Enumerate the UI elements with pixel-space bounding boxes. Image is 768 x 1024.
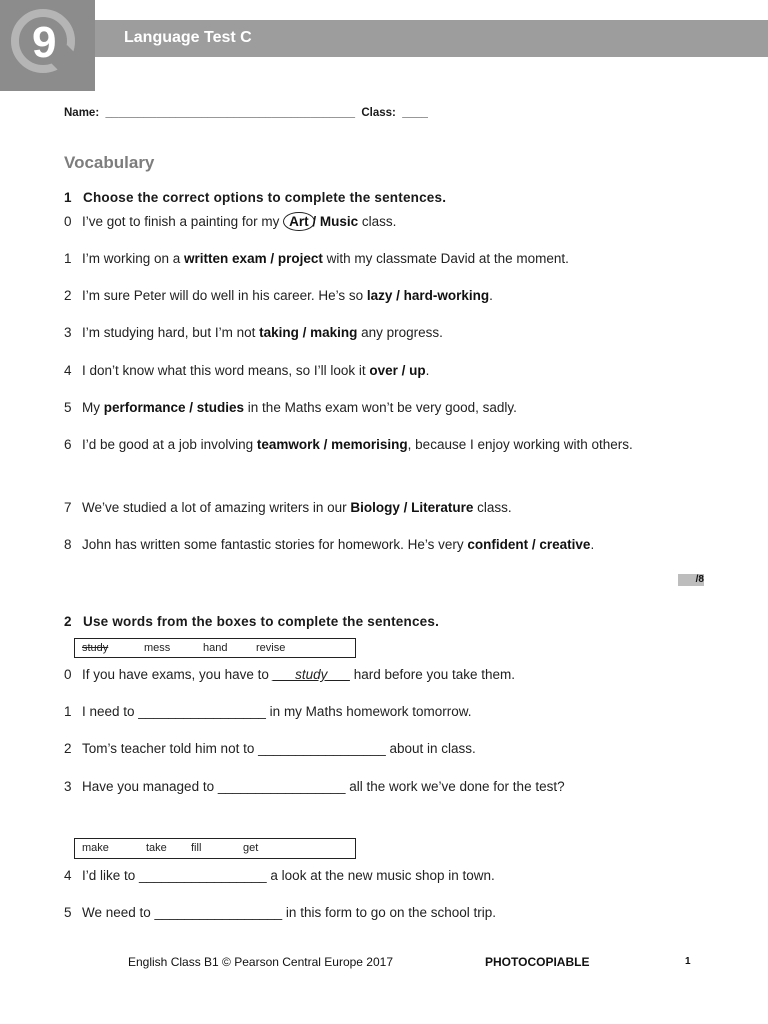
exercise-number: 2 (64, 614, 72, 629)
item-number: 1 (64, 251, 72, 266)
item-number: 3 (64, 779, 72, 794)
footer-copyright: English Class B1 © Pearson Central Europe 2017 (128, 955, 393, 969)
item-number: 4 (64, 363, 72, 378)
item-number: 5 (64, 400, 72, 415)
gap-fill-sentence[interactable]: I’d like to _________________ a look at the new music shop in town. (82, 868, 495, 883)
circled-answer: Art (283, 212, 315, 231)
item-number: 6 (64, 437, 72, 452)
item-number: 8 (64, 537, 72, 552)
instruction-text: Choose the correct options to complete the sentences. (83, 190, 447, 205)
word-box-1 (74, 638, 356, 658)
word-make: make (82, 842, 109, 854)
word-study: study (82, 642, 109, 654)
section-title: Vocabulary (64, 153, 155, 172)
item-options[interactable]: teamwork / memorising (256, 437, 408, 452)
item-number: 2 (64, 741, 72, 756)
item-text: class. (358, 214, 397, 229)
item-options[interactable]: performance / studies (103, 400, 245, 415)
item-text: I’m sure Peter will do well in his career. He’s so (82, 288, 367, 303)
item-number: 3 (64, 325, 72, 340)
word-mess: mess (144, 642, 171, 654)
item-text: . (489, 288, 493, 303)
example-answer: ___study___ (272, 667, 350, 682)
item-number: 0 (64, 667, 72, 682)
item-text: John has written some fantastic stories for homework. He’s very (82, 537, 468, 552)
word-revise: revise (256, 642, 286, 654)
item-option: / Music (308, 214, 359, 229)
name-class-line: Name: _______________________________________ Class: ____ (64, 107, 428, 119)
word-get: get (243, 842, 259, 854)
gap-fill-sentence[interactable]: We need to _________________ in this form to go on the school trip. (82, 905, 497, 920)
item-number: 2 (64, 288, 72, 303)
photocopiable-label: PHOTOCOPIABLE (485, 955, 590, 969)
gap-fill-sentence[interactable]: I need to _________________ in my Maths homework tomorrow. (82, 704, 472, 719)
item-text: I’m studying hard, but I’m not (82, 325, 260, 340)
page-number: 1 (685, 956, 691, 967)
item-options[interactable]: written exam / project (184, 251, 323, 266)
item-text: My (82, 400, 104, 415)
item-number: 1 (64, 704, 72, 719)
item-number: 5 (64, 905, 72, 920)
unit-number: 9 (32, 18, 57, 67)
item-number: 0 (64, 214, 72, 229)
score-box: /8 (678, 574, 704, 586)
item-text: I’ve got to finish a painting for my (82, 214, 284, 229)
item-text: If you have exams, you have to (82, 667, 273, 682)
item-options[interactable]: confident / creative (467, 537, 591, 552)
item-text: , because I enjoy working with others. (407, 437, 633, 452)
item-text: in the Maths exam won’t be very good, sadly. (244, 400, 517, 415)
item-options[interactable]: Biology / Literature (350, 500, 474, 515)
item-text: I’m working on a (82, 251, 185, 266)
exercise-2-instruction (64, 613, 439, 631)
item-options[interactable]: over / up (369, 363, 426, 378)
gap-fill-sentence[interactable]: Tom’s teacher told him not to _________________ about in class. (82, 741, 476, 756)
item-number: 7 (64, 500, 72, 515)
exercise-1-instruction (64, 189, 446, 207)
item-number: 4 (64, 868, 72, 883)
item-options[interactable]: lazy / hard-working (366, 288, 490, 303)
footer-photocopiable (485, 954, 589, 970)
item-options[interactable]: taking / making (259, 325, 358, 340)
item-text: hard before you take them. (349, 667, 516, 682)
item-text: I’d be good at a job involving (82, 437, 257, 452)
instruction-text: Use words from the boxes to complete the sentences. (83, 614, 440, 629)
item-text: . (590, 537, 595, 552)
gap-fill-sentence[interactable]: Have you managed to _________________ all the work we’ve done for the test? (82, 779, 565, 794)
item-text: . (425, 363, 430, 378)
unit-badge (0, 0, 95, 91)
page-title: Language Test C (124, 29, 252, 46)
word-box-2 (74, 838, 356, 859)
item-text: I don’t know what this word means, so I’ll look it (82, 363, 370, 378)
item-text: We’ve studied a lot of amazing writers in our (82, 500, 351, 515)
item-text: with my classmate David at the moment. (322, 251, 569, 266)
exercise-number: 1 (64, 190, 72, 205)
word-fill: fill (191, 842, 202, 854)
item-text: class. (473, 500, 512, 515)
word-take: take (146, 842, 167, 854)
item-text: any progress. (357, 325, 443, 340)
word-hand: hand (203, 642, 228, 654)
